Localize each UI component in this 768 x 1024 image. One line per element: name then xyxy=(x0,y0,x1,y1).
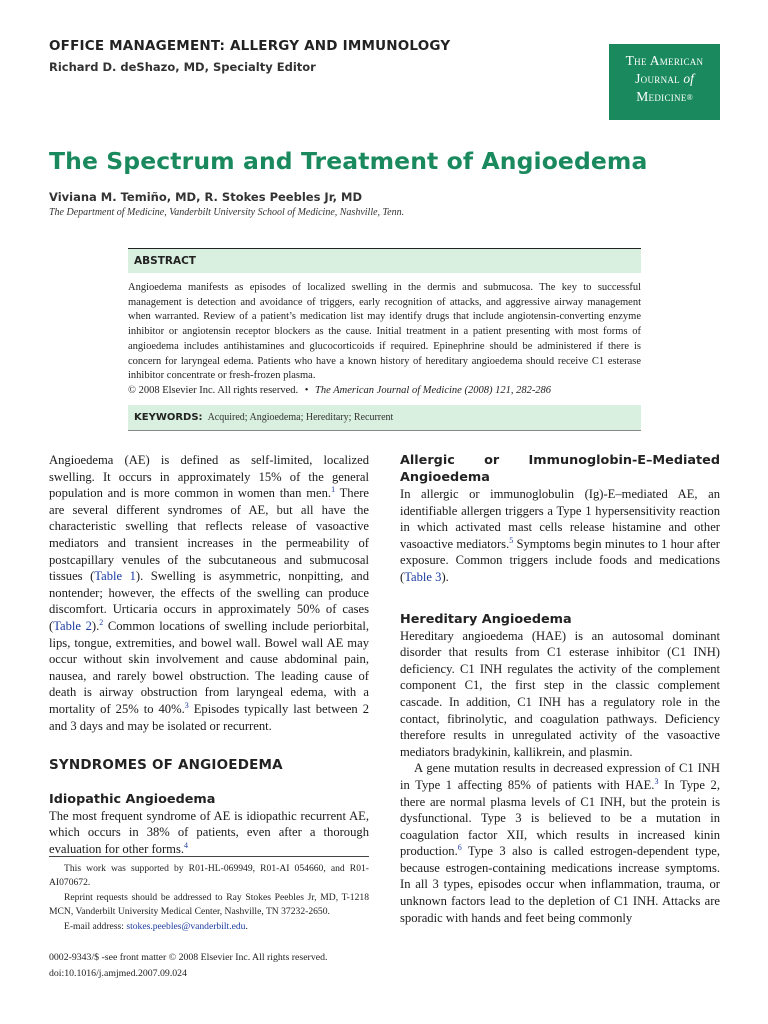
reference-link[interactable]: 5 xyxy=(509,535,514,545)
right-column xyxy=(400,452,720,926)
table-3-link[interactable]: Table 3 xyxy=(404,569,442,584)
heading-allergic: Allergic or Immunoglobin-E–Mediated Angioedema xyxy=(400,453,720,485)
journal-logo xyxy=(609,44,720,120)
text-run: A gene mutation results in decreased expression of C1 INH in Type 1 affecting 85% of patients with HAE. xyxy=(400,761,720,792)
table-2-link[interactable]: Table 2 xyxy=(53,618,92,633)
text-run: . xyxy=(245,920,248,932)
text-run: The most frequent syndrome of AE is idiopathic recurrent AE, which occurs in 38% of patients, even after a thorough evaluation for other forms. xyxy=(49,808,369,856)
abstract-copyright: © 2008 Elsevier Inc. All rights reserved. xyxy=(128,384,299,396)
abstract-citation: The American Journal of Medicine (2008) 121, 282-286 xyxy=(315,384,552,396)
text-run: ). xyxy=(441,569,449,584)
email-link[interactable]: stokes.peebles@vanderbilt.edu xyxy=(126,920,246,932)
idiopathic-paragraph xyxy=(49,808,369,858)
keywords-list: Acquired; Angioedema; Hereditary; Recurrent xyxy=(207,411,394,423)
reference-link[interactable]: 4 xyxy=(184,840,188,850)
text-run: In allergic or immunoglobulin (Ig)-E–mediated AE, an identifiable allergen triggers a Type 1 hypersensitivity reaction in which activated mast cells release histamine and other vasoactive mediators. xyxy=(400,487,720,551)
text-run: In Type 2, there are normal plasma levels of C1 INH, but the protein is dysfunctional. Type 3 is believed to be a mutation in coagulation factor XII, which results in increased kinin production. xyxy=(400,777,720,859)
allergic-paragraph xyxy=(400,486,720,586)
logo-line-1: The American xyxy=(625,53,704,68)
abstract-box xyxy=(128,248,641,431)
hereditary-paragraph-1: Hereditary angioedema (HAE) is an autosomal dominant disorder that results from C1 esterase inhibitor (C1 INH) deficiency. C1 INH regulates the activity of the complement component C1, the first step in the classic complement cascade. In addition, C1 INH has a regulatory role in the contact, fibrinolytic, and coagulation pathways. Deficiency therefore results in unregulated activity of the vasoactive mediators bradykinin, kallikrein, and plasmin. xyxy=(400,628,720,759)
hereditary-paragraph-2 xyxy=(400,760,720,926)
reference-link[interactable]: 3 xyxy=(184,700,189,710)
logo-of-word: of xyxy=(683,71,694,86)
text-run: ). Swelling is asymmetric, nonpitting, and nontender; however, the effects of the swelling can produce discomfort. Urticaria occurs in approximately 50% of cases ( xyxy=(49,569,369,633)
article-authors: Viviana M. Temiño, MD, R. Stokes Peebles Jr, MD xyxy=(49,190,363,204)
abstract-body xyxy=(128,273,641,405)
heading-syndromes: SYNDROMES OF ANGIOEDEMA xyxy=(49,757,283,774)
logo-medicine-word: Medicine xyxy=(636,89,687,104)
registered-mark: ® xyxy=(686,92,693,102)
article-title: The Spectrum and Treatment of Angioedema xyxy=(49,147,648,175)
logo-journal-word: Journal xyxy=(635,71,680,86)
specialty-editor: Richard D. deShazo, MD, Specialty Editor xyxy=(49,60,316,74)
abstract-text: Angioedema manifests as episodes of localized swelling in the dermis and submucosa. The key to successful management is detection and avoidance of triggers, early recognition of attacks, and aggressive airway management when warranted. Review of a patient’s medication list may identify drugs that include angiotensin-converting enzyme inhibitor or angiotensin receptor blockers as the cause. Initial treatment in a patient presenting with most forms of angioedema includes antihistamines and glucocorticoids if required. Epinephrine should be administered if there is concern for laryngeal edema. Patients who have a known history of hereditary angioedema should receive C1 esterase inhibitor concentrate or fresh-frozen plasma. xyxy=(128,282,641,382)
email-footnote xyxy=(49,920,369,934)
reference-link[interactable]: 6 xyxy=(457,843,462,853)
keywords-bar xyxy=(128,405,641,431)
keywords-label: KEYWORDS: xyxy=(134,411,203,423)
left-column xyxy=(49,452,369,857)
citation-bullet: • xyxy=(304,384,309,396)
text-run: Episodes typically last between 2 and 3 days and may be isolated or recurrent. xyxy=(49,701,369,733)
table-1-link[interactable]: Table 1 xyxy=(94,569,136,584)
reference-link[interactable]: 2 xyxy=(99,617,104,627)
text-run: Symptoms begin minutes to 1 hour after exposure. Common triggers include foods and medications ( xyxy=(400,536,720,584)
text-run: Type 3 also is called estrogen-dependent type, because estrogen-containing medications increase symptoms. In all 3 types, episodes occur when inflammation, trauma, or unknown factors lead to the depletion of C1 INH. Attacks are sporadic with hands and feet being commonly xyxy=(400,844,720,925)
doi-line: doi:10.1016/j.amjmed.2007.09.024 xyxy=(49,967,187,979)
text-run: Angioedema (AE) is defined as self-limited, localized swelling. It occurs in approximately 15% of the general population and is more common in women than men. xyxy=(49,453,369,501)
heading-idiopathic: Idiopathic Angioedema xyxy=(49,791,216,807)
issn-line: 0002-9343/$ -see front matter © 2008 Elsevier Inc. All rights reserved. xyxy=(49,952,328,963)
reprint-footnote: Reprint requests should be addressed to Ray Stokes Peebles Jr, MD, T-1218 MCN, Vanderbilt University Medical Center, Nashville, TN 37232-2650. xyxy=(49,891,369,918)
publication-meta xyxy=(49,950,327,981)
text-run: There are several different syndromes of AE, but all have the characteristic swelling that reflects release of vasoactive mediators and transient increases in the permeability of postcapillary venules of the subcutaneous and submucosal tissues ( xyxy=(49,486,369,584)
reference-link[interactable]: 3 xyxy=(654,776,659,786)
footnotes xyxy=(49,862,369,934)
abstract-heading: ABSTRACT xyxy=(128,249,641,273)
logo-line-2 xyxy=(615,70,714,88)
funding-footnote: This work was supported by R01-HL-069949, R01-AI 054660, and R01-AI070672. xyxy=(49,863,369,889)
reference-link[interactable]: 1 xyxy=(331,485,336,494)
article-affiliation: The Department of Medicine, Vanderbilt University School of Medicine, Nashville, Tenn. xyxy=(49,207,405,218)
intro-paragraph xyxy=(49,452,369,734)
email-label: E-mail address: xyxy=(64,920,127,932)
logo-line-3 xyxy=(615,88,714,107)
text-run: ). xyxy=(91,618,100,633)
section-title: OFFICE MANAGEMENT: ALLERGY AND IMMUNOLOGY xyxy=(49,38,451,54)
heading-hereditary: Hereditary Angioedema xyxy=(400,611,572,627)
footnote-rule xyxy=(49,856,369,857)
text-run: Common locations of swelling include periorbital, lips, tongue, extremities, and bowel wall. Bowel wall AE may occur without skin involvement and cause abdominal pain, nausea, and rarely bowel obstruction. The leading cause of death is airway obstruction from laryngeal edema, with a mortality of 25% to 40%. xyxy=(49,618,370,716)
